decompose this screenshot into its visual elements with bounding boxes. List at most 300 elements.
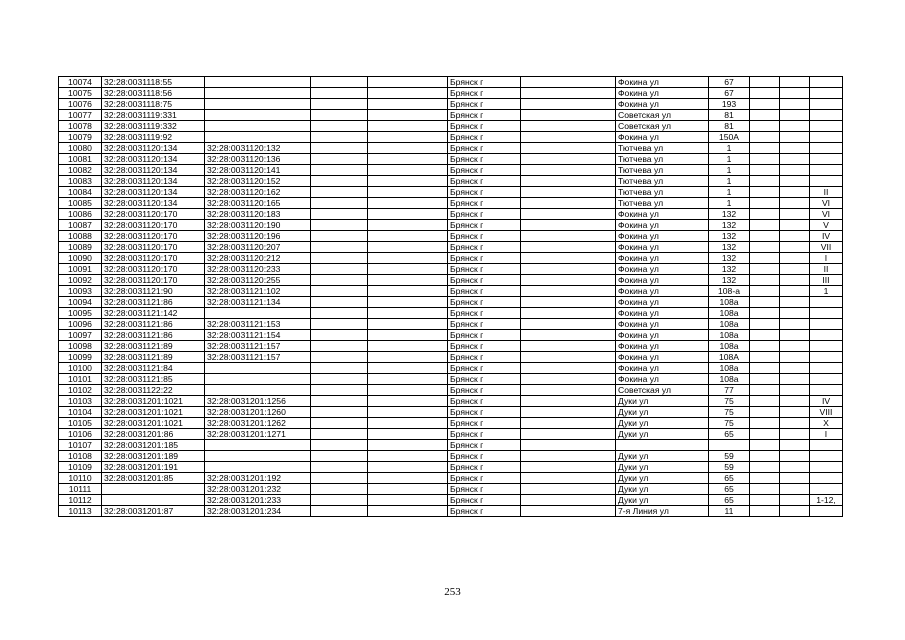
table-row — [59, 143, 843, 154]
empty-cell — [368, 440, 448, 451]
empty-cell — [311, 286, 368, 297]
street-cell: Дуки ул — [616, 418, 709, 429]
house-number-cell: 1 — [709, 154, 750, 165]
city-cell: Брянск г — [448, 99, 521, 110]
empty-cell — [750, 165, 780, 176]
row-number-cell: 10075 — [59, 88, 102, 99]
empty-cell — [311, 319, 368, 330]
street-cell: Фокина ул — [616, 220, 709, 231]
empty-cell — [311, 143, 368, 154]
parent-cadastral-number-cell: 32:28:0031120:141 — [205, 165, 311, 176]
empty-cell — [311, 231, 368, 242]
empty-cell — [780, 88, 810, 99]
row-number-cell: 10090 — [59, 253, 102, 264]
house-number-cell: 108а — [709, 297, 750, 308]
empty-cell — [311, 506, 368, 517]
city-cell: Брянск г — [448, 176, 521, 187]
cadastral-number-cell: 32:28:0031120:170 — [102, 220, 205, 231]
street-cell: Фокина ул — [616, 352, 709, 363]
city-cell: Брянск г — [448, 77, 521, 88]
empty-cell — [311, 385, 368, 396]
empty-cell — [311, 352, 368, 363]
empty-cell — [750, 253, 780, 264]
cadastral-number-cell: 32:28:0031120:134 — [102, 143, 205, 154]
registry-table — [58, 76, 843, 517]
house-number-cell: 132 — [709, 264, 750, 275]
table-row — [59, 187, 843, 198]
street-cell: Советская ул — [616, 121, 709, 132]
empty-cell — [311, 396, 368, 407]
street-cell: Дуки ул — [616, 462, 709, 473]
empty-cell — [368, 330, 448, 341]
empty-cell — [368, 473, 448, 484]
empty-cell — [521, 506, 616, 517]
empty-cell — [368, 374, 448, 385]
cadastral-number-cell: 32:28:0031120:134 — [102, 187, 205, 198]
empty-cell — [780, 495, 810, 506]
row-number-cell: 10094 — [59, 297, 102, 308]
row-number-cell: 10108 — [59, 451, 102, 462]
row-number-cell: 10080 — [59, 143, 102, 154]
city-cell: Брянск г — [448, 473, 521, 484]
house-number-cell: 1 — [709, 165, 750, 176]
street-cell: Фокина ул — [616, 132, 709, 143]
empty-cell — [521, 363, 616, 374]
apartment-cell: IV — [810, 231, 843, 242]
table-row — [59, 473, 843, 484]
empty-cell — [368, 495, 448, 506]
cadastral-number-cell: 32:28:0031122:22 — [102, 385, 205, 396]
table-row — [59, 341, 843, 352]
row-number-cell: 10111 — [59, 484, 102, 495]
apartment-cell — [810, 176, 843, 187]
empty-cell — [311, 363, 368, 374]
parent-cadastral-number-cell: 32:28:0031121:102 — [205, 286, 311, 297]
empty-cell — [780, 330, 810, 341]
empty-cell — [521, 385, 616, 396]
house-number-cell: 59 — [709, 462, 750, 473]
parent-cadastral-number-cell: 32:28:0031201:1256 — [205, 396, 311, 407]
empty-cell — [521, 440, 616, 451]
table-row — [59, 374, 843, 385]
parent-cadastral-number-cell — [205, 88, 311, 99]
city-cell: Брянск г — [448, 110, 521, 121]
apartment-cell: II — [810, 264, 843, 275]
empty-cell — [750, 220, 780, 231]
table-row — [59, 231, 843, 242]
cadastral-number-cell: 32:28:0031121:86 — [102, 297, 205, 308]
parent-cadastral-number-cell: 32:28:0031121:157 — [205, 352, 311, 363]
empty-cell — [521, 121, 616, 132]
row-number-cell: 10082 — [59, 165, 102, 176]
table-row — [59, 506, 843, 517]
parent-cadastral-number-cell — [205, 121, 311, 132]
empty-cell — [368, 176, 448, 187]
apartment-cell — [810, 132, 843, 143]
empty-cell — [750, 385, 780, 396]
street-cell: Фокина ул — [616, 77, 709, 88]
table-row — [59, 77, 843, 88]
empty-cell — [521, 176, 616, 187]
row-number-cell: 10096 — [59, 319, 102, 330]
house-number-cell: 81 — [709, 110, 750, 121]
empty-cell — [780, 506, 810, 517]
apartment-cell — [810, 308, 843, 319]
empty-cell — [780, 132, 810, 143]
empty-cell — [368, 429, 448, 440]
row-number-cell: 10081 — [59, 154, 102, 165]
empty-cell — [780, 363, 810, 374]
apartment-cell: 1 — [810, 286, 843, 297]
empty-cell — [780, 286, 810, 297]
cadastral-number-cell: 32:28:0031118:75 — [102, 99, 205, 110]
empty-cell — [368, 275, 448, 286]
cadastral-number-cell: 32:28:0031118:55 — [102, 77, 205, 88]
row-number-cell: 10101 — [59, 374, 102, 385]
row-number-cell: 10112 — [59, 495, 102, 506]
house-number-cell: 193 — [709, 99, 750, 110]
apartment-cell — [810, 297, 843, 308]
row-number-cell: 10113 — [59, 506, 102, 517]
empty-cell — [780, 473, 810, 484]
apartment-cell — [810, 110, 843, 121]
empty-cell — [368, 319, 448, 330]
table-row — [59, 396, 843, 407]
cadastral-number-cell: 32:28:0031120:170 — [102, 275, 205, 286]
apartment-cell: VI — [810, 198, 843, 209]
empty-cell — [750, 473, 780, 484]
empty-cell — [780, 275, 810, 286]
apartment-cell — [810, 88, 843, 99]
empty-cell — [368, 407, 448, 418]
house-number-cell: 81 — [709, 121, 750, 132]
empty-cell — [780, 198, 810, 209]
table-row — [59, 198, 843, 209]
table-row — [59, 264, 843, 275]
empty-cell — [311, 220, 368, 231]
empty-cell — [311, 242, 368, 253]
empty-cell — [521, 341, 616, 352]
row-number-cell: 10087 — [59, 220, 102, 231]
house-number-cell: 65 — [709, 429, 750, 440]
empty-cell — [311, 165, 368, 176]
parent-cadastral-number-cell: 32:28:0031120:207 — [205, 242, 311, 253]
street-cell: Фокина ул — [616, 297, 709, 308]
house-number-cell: 150А — [709, 132, 750, 143]
empty-cell — [750, 121, 780, 132]
empty-cell — [780, 143, 810, 154]
empty-cell — [750, 308, 780, 319]
apartment-cell — [810, 484, 843, 495]
empty-cell — [521, 495, 616, 506]
empty-cell — [311, 407, 368, 418]
city-cell: Брянск г — [448, 154, 521, 165]
street-cell — [616, 440, 709, 451]
apartment-cell — [810, 473, 843, 484]
empty-cell — [750, 99, 780, 110]
row-number-cell: 10099 — [59, 352, 102, 363]
house-number-cell: 65 — [709, 484, 750, 495]
empty-cell — [368, 462, 448, 473]
empty-cell — [780, 484, 810, 495]
empty-cell — [521, 275, 616, 286]
cadastral-number-cell: 32:28:0031201:85 — [102, 473, 205, 484]
empty-cell — [780, 121, 810, 132]
street-cell: Фокина ул — [616, 374, 709, 385]
cadastral-number-cell: 32:28:0031119:332 — [102, 121, 205, 132]
empty-cell — [750, 88, 780, 99]
table-row — [59, 363, 843, 374]
cadastral-number-cell: 32:28:0031120:170 — [102, 253, 205, 264]
parent-cadastral-number-cell — [205, 308, 311, 319]
cadastral-number-cell: 32:28:0031120:170 — [102, 209, 205, 220]
cadastral-number-cell: 32:28:0031201:1021 — [102, 418, 205, 429]
apartment-cell: X — [810, 418, 843, 429]
empty-cell — [750, 198, 780, 209]
empty-cell — [311, 275, 368, 286]
cadastral-number-cell: 32:28:0031121:142 — [102, 308, 205, 319]
empty-cell — [521, 484, 616, 495]
city-cell: Брянск г — [448, 209, 521, 220]
empty-cell — [311, 330, 368, 341]
empty-cell — [521, 319, 616, 330]
street-cell: Дуки ул — [616, 495, 709, 506]
empty-cell — [368, 242, 448, 253]
empty-cell — [521, 242, 616, 253]
empty-cell — [750, 484, 780, 495]
apartment-cell: IV — [810, 396, 843, 407]
city-cell: Брянск г — [448, 319, 521, 330]
row-number-cell: 10092 — [59, 275, 102, 286]
street-cell: Советская ул — [616, 110, 709, 121]
house-number-cell: 65 — [709, 495, 750, 506]
cadastral-number-cell: 32:28:0031201:1021 — [102, 407, 205, 418]
street-cell: Фокина ул — [616, 363, 709, 374]
house-number-cell — [709, 440, 750, 451]
parent-cadastral-number-cell: 32:28:0031120:233 — [205, 264, 311, 275]
parent-cadastral-number-cell: 32:28:0031201:232 — [205, 484, 311, 495]
street-cell: Дуки ул — [616, 396, 709, 407]
street-cell: Фокина ул — [616, 319, 709, 330]
apartment-cell — [810, 506, 843, 517]
cadastral-number-cell: 32:28:0031119:92 — [102, 132, 205, 143]
row-number-cell: 10086 — [59, 209, 102, 220]
empty-cell — [780, 176, 810, 187]
house-number-cell: 59 — [709, 451, 750, 462]
empty-cell — [368, 451, 448, 462]
parent-cadastral-number-cell: 32:28:0031201:233 — [205, 495, 311, 506]
table-row — [59, 176, 843, 187]
table-row — [59, 121, 843, 132]
apartment-cell — [810, 352, 843, 363]
street-cell: Фокина ул — [616, 275, 709, 286]
empty-cell — [368, 264, 448, 275]
house-number-cell: 108а — [709, 341, 750, 352]
apartment-cell: I — [810, 253, 843, 264]
empty-cell — [750, 352, 780, 363]
table-row — [59, 385, 843, 396]
apartment-cell: V — [810, 220, 843, 231]
cadastral-number-cell: 32:28:0031121:84 — [102, 363, 205, 374]
apartment-cell: VI — [810, 209, 843, 220]
house-number-cell: 108а — [709, 308, 750, 319]
empty-cell — [521, 451, 616, 462]
table-body — [59, 77, 843, 517]
parent-cadastral-number-cell: 32:28:0031120:136 — [205, 154, 311, 165]
empty-cell — [521, 396, 616, 407]
street-cell: Фокина ул — [616, 264, 709, 275]
empty-cell — [311, 473, 368, 484]
parent-cadastral-number-cell: 32:28:0031121:154 — [205, 330, 311, 341]
city-cell: Брянск г — [448, 275, 521, 286]
row-number-cell: 10093 — [59, 286, 102, 297]
empty-cell — [311, 374, 368, 385]
row-number-cell: 10091 — [59, 264, 102, 275]
parent-cadastral-number-cell: 32:28:0031120:162 — [205, 187, 311, 198]
city-cell: Брянск г — [448, 264, 521, 275]
parent-cadastral-number-cell: 32:28:0031201:1271 — [205, 429, 311, 440]
cadastral-number-cell: 32:28:0031120:170 — [102, 242, 205, 253]
house-number-cell: 108а — [709, 363, 750, 374]
empty-cell — [780, 99, 810, 110]
empty-cell — [368, 77, 448, 88]
row-number-cell: 10076 — [59, 99, 102, 110]
apartment-cell — [810, 374, 843, 385]
apartment-cell: VII — [810, 242, 843, 253]
empty-cell — [780, 440, 810, 451]
empty-cell — [311, 176, 368, 187]
empty-cell — [780, 385, 810, 396]
table-row — [59, 154, 843, 165]
empty-cell — [521, 132, 616, 143]
empty-cell — [311, 198, 368, 209]
apartment-cell — [810, 440, 843, 451]
parent-cadastral-number-cell: 32:28:0031201:234 — [205, 506, 311, 517]
empty-cell — [780, 187, 810, 198]
parent-cadastral-number-cell: 32:28:0031120:152 — [205, 176, 311, 187]
city-cell: Брянск г — [448, 484, 521, 495]
empty-cell — [750, 418, 780, 429]
empty-cell — [521, 330, 616, 341]
empty-cell — [368, 484, 448, 495]
empty-cell — [521, 198, 616, 209]
cadastral-number-cell: 32:28:0031120:134 — [102, 176, 205, 187]
empty-cell — [780, 418, 810, 429]
empty-cell — [750, 396, 780, 407]
house-number-cell: 108А — [709, 352, 750, 363]
city-cell: Брянск г — [448, 308, 521, 319]
empty-cell — [780, 341, 810, 352]
house-number-cell: 1 — [709, 198, 750, 209]
empty-cell — [368, 385, 448, 396]
city-cell: Брянск г — [448, 506, 521, 517]
empty-cell — [750, 209, 780, 220]
empty-cell — [750, 231, 780, 242]
empty-cell — [311, 209, 368, 220]
city-cell: Брянск г — [448, 363, 521, 374]
city-cell: Брянск г — [448, 231, 521, 242]
cadastral-number-cell: 32:28:0031201:87 — [102, 506, 205, 517]
table-row — [59, 132, 843, 143]
city-cell: Брянск г — [448, 220, 521, 231]
empty-cell — [521, 418, 616, 429]
city-cell: Брянск г — [448, 440, 521, 451]
empty-cell — [368, 132, 448, 143]
city-cell: Брянск г — [448, 242, 521, 253]
city-cell: Брянск г — [448, 330, 521, 341]
apartment-cell — [810, 77, 843, 88]
row-number-cell: 10097 — [59, 330, 102, 341]
apartment-cell: II — [810, 187, 843, 198]
table-row — [59, 352, 843, 363]
empty-cell — [750, 407, 780, 418]
empty-cell — [750, 286, 780, 297]
house-number-cell: 108-а — [709, 286, 750, 297]
empty-cell — [521, 264, 616, 275]
cadastral-number-cell: 32:28:0031201:86 — [102, 429, 205, 440]
empty-cell — [750, 176, 780, 187]
empty-cell — [521, 352, 616, 363]
cadastral-number-cell: 32:28:0031201:191 — [102, 462, 205, 473]
empty-cell — [750, 132, 780, 143]
cadastral-number-cell: 32:28:0031120:134 — [102, 165, 205, 176]
parent-cadastral-number-cell: 32:28:0031121:153 — [205, 319, 311, 330]
apartment-cell: I — [810, 429, 843, 440]
table-row — [59, 319, 843, 330]
parent-cadastral-number-cell: 32:28:0031120:196 — [205, 231, 311, 242]
house-number-cell: 75 — [709, 407, 750, 418]
empty-cell — [750, 319, 780, 330]
parent-cadastral-number-cell: 32:28:0031121:157 — [205, 341, 311, 352]
row-number-cell: 10105 — [59, 418, 102, 429]
empty-cell — [521, 462, 616, 473]
street-cell: Тютчева ул — [616, 176, 709, 187]
empty-cell — [368, 418, 448, 429]
empty-cell — [521, 77, 616, 88]
row-number-cell: 10078 — [59, 121, 102, 132]
empty-cell — [750, 341, 780, 352]
table-row — [59, 451, 843, 462]
cadastral-number-cell: 32:28:0031121:89 — [102, 341, 205, 352]
house-number-cell: 75 — [709, 418, 750, 429]
empty-cell — [311, 154, 368, 165]
street-cell: Тютчева ул — [616, 143, 709, 154]
parent-cadastral-number-cell — [205, 99, 311, 110]
empty-cell — [368, 308, 448, 319]
empty-cell — [368, 506, 448, 517]
street-cell: Фокина ул — [616, 231, 709, 242]
parent-cadastral-number-cell — [205, 451, 311, 462]
row-number-cell: 10098 — [59, 341, 102, 352]
empty-cell — [750, 187, 780, 198]
empty-cell — [521, 286, 616, 297]
empty-cell — [311, 462, 368, 473]
empty-cell — [311, 451, 368, 462]
table-row — [59, 484, 843, 495]
street-cell: Тютчева ул — [616, 198, 709, 209]
empty-cell — [368, 187, 448, 198]
table-row — [59, 286, 843, 297]
table-row — [59, 88, 843, 99]
page-number: 253 — [444, 586, 461, 598]
house-number-cell: 65 — [709, 473, 750, 484]
row-number-cell: 10085 — [59, 198, 102, 209]
empty-cell — [750, 374, 780, 385]
parent-cadastral-number-cell — [205, 374, 311, 385]
empty-cell — [780, 308, 810, 319]
empty-cell — [750, 451, 780, 462]
table-row — [59, 462, 843, 473]
